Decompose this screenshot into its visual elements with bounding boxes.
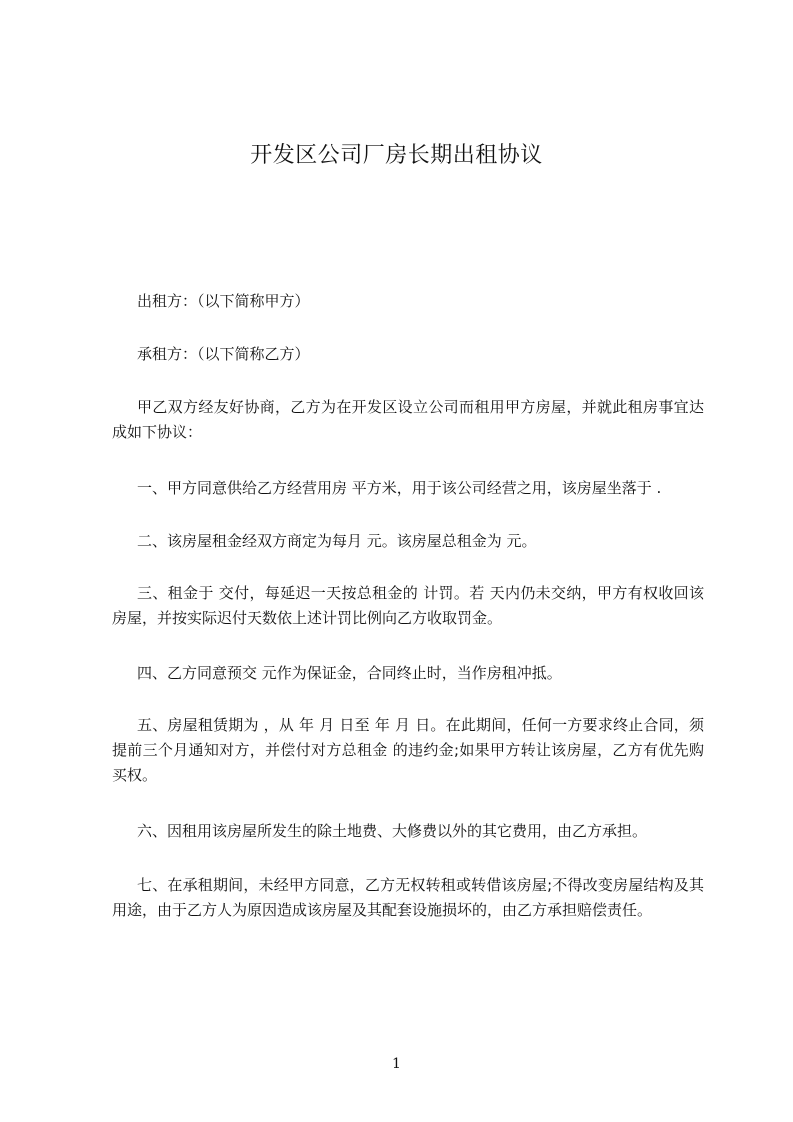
- clause-5: 五、房屋租赁期为 ，从 年 月 日至 年 月 日。在此期间，任何一方要求终止合同，须提前三个月通知对方，并偿付对方总租金 的违约金;如果甲方转让该房屋，乙方有优先购买权。: [112, 716, 704, 784]
- clause-6: 六、因租用该房屋所发生的除土地费、大修费以外的其它费用，由乙方承担。: [137, 822, 648, 840]
- clause-2: 二、该房屋租金经双方商定为每月 元。该房屋总租金为 元。: [137, 532, 537, 550]
- preamble-paragraph: 甲乙双方经友好协商，乙方为在开发区设立公司而租用甲方房屋，并就此租房事宜达成如下协议：: [112, 398, 704, 441]
- clause-7: 七、在承租期间，未经甲方同意，乙方无权转租或转借该房屋;不得改变房屋结构及其用途，由于乙方人为原因造成该房屋及其配套设施损坏的，由乙方承担赔偿责任。: [112, 876, 704, 919]
- clause-4: 四、乙方同意预交 元作为保证金，合同终止时，当作房租冲抵。: [137, 664, 562, 682]
- document-title: 开发区公司厂房长期出租协议: [250, 143, 543, 168]
- clause-1: 一、甲方同意供给乙方经营用房 平方米，用于该公司经营之用，该房屋坐落于 .: [137, 479, 662, 497]
- lessee-line: 承租方：（以下简称乙方）: [137, 345, 310, 363]
- lessor-line: 出租方：（以下简称甲方）: [137, 292, 310, 310]
- page-number: 1: [392, 1056, 401, 1072]
- clause-3: 三、租金于 交付，每延迟一天按总租金的 计罚。若 天内仍未交纳，甲方有权收回该房屋，并按实际迟付天数依上述计罚比例向乙方收取罚金。: [112, 584, 704, 627]
